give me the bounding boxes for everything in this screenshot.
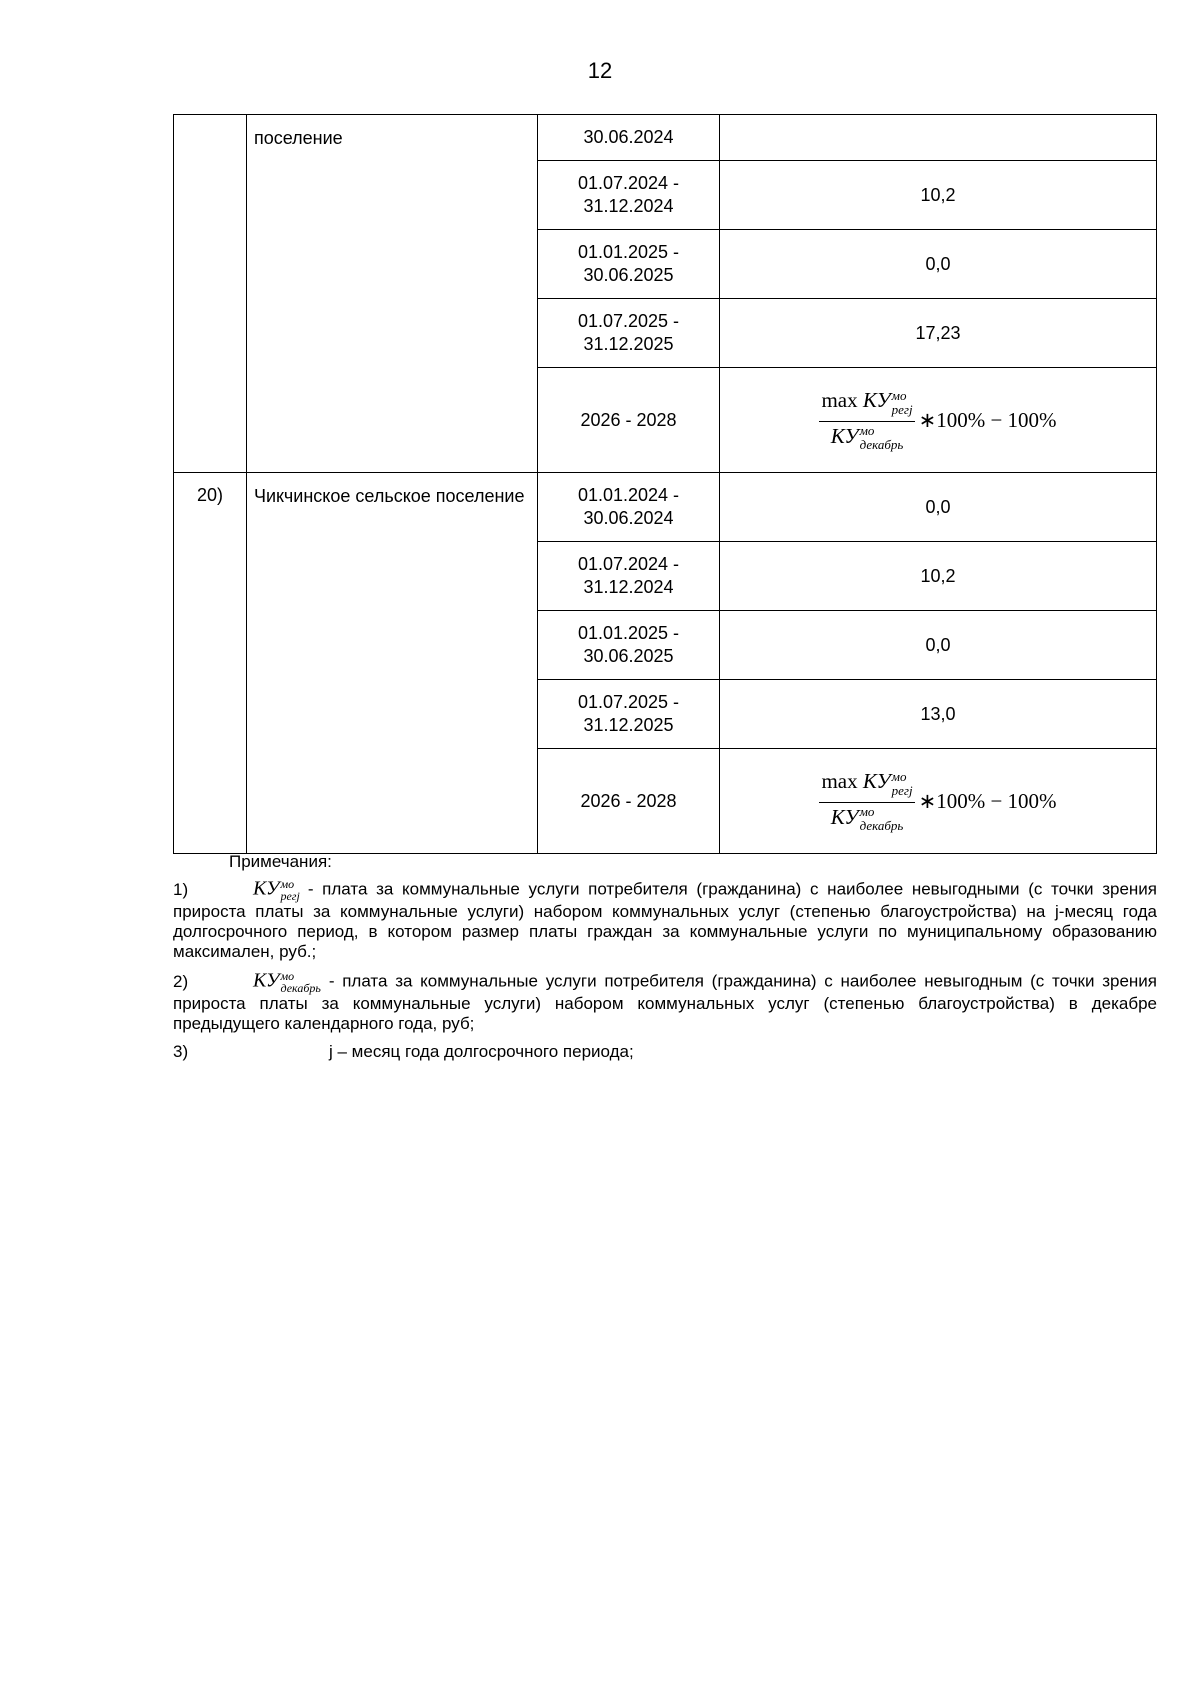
period-cell: 01.07.2024 - 31.12.2024 [538,542,720,611]
formula-fraction [819,769,914,832]
formula-sub: регj [891,401,913,417]
note-text: j – месяц года долгосрочного периода; [329,1042,634,1061]
formula-numerator [819,769,914,802]
formula-sup: мо [859,422,875,438]
growth-formula [819,769,1056,832]
formula-symbol: КУ [830,804,859,829]
note-number: 2) [173,971,189,991]
period-cell: 2026 - 2028 [538,368,720,473]
formula-sup: мо [891,387,907,403]
period-cell: 01.01.2024 - 30.06.2024 [538,473,720,542]
settlement-name: Чикчинское сельское поселение [247,473,538,854]
formula-sub: декабрь [859,817,904,833]
formula-tail: ∗100% − 100% [918,788,1057,813]
period-cell: 01.01.2025 - 30.06.2025 [538,611,720,680]
formula-sub: декабрь [859,436,904,452]
table-row [174,473,1157,542]
settlement-name: поселение [247,115,538,473]
notes-section [173,852,1157,1062]
formula-scripts [892,770,913,798]
formula-scripts [892,389,913,417]
formula-max: max [821,769,858,794]
notes-title: Примечания: [229,852,332,871]
growth-formula [819,388,1056,451]
note-item [173,878,1157,962]
row-number: 20) [174,473,247,854]
formula-tail: ∗100% − 100% [918,407,1057,432]
period-cell: 01.01.2025 - 30.06.2025 [538,230,720,299]
value-cell: 0,0 [720,473,1157,542]
table-row [174,115,1157,161]
formula-denominator [819,803,914,833]
formula-numerator [819,388,914,421]
formula-cell [720,749,1157,854]
formula-scripts [860,805,904,833]
note-item [173,970,1157,1034]
value-cell: 10,2 [720,161,1157,230]
period-cell: 2026 - 2028 [538,749,720,854]
formula-symbol: КУ [862,388,891,413]
period-cell: 01.07.2024 - 31.12.2024 [538,161,720,230]
value-cell: 17,23 [720,299,1157,368]
row-number [174,115,247,473]
note-formula-symbol: КУ мо регj [253,877,300,903]
formula-scripts [860,424,904,452]
formula-max: max [821,388,858,413]
period-cell: 01.07.2025 - 31.12.2025 [538,299,720,368]
formula-denominator [819,422,914,452]
page-number: 12 [587,58,613,83]
value-cell: 13,0 [720,680,1157,749]
tariff-table [173,114,1157,854]
period-cell: 30.06.2024 [538,115,720,161]
note-formula-symbol: КУ мо декабрь [253,969,321,995]
formula-symbol: КУ [830,423,859,448]
note-text: - плата за коммунальные услуги потребителя (гражданина) с наиболее невыгодными (с точки зрения прироста платы за коммунальные услуги) набором коммунальных услуг (степенью благоустройства) на j-месяц года долгосрочного период, в котором размер платы граждан за коммунальные услуги по муниципальному образованию максимален, руб.; [173,879,1157,961]
note-item [173,1042,1157,1062]
value-cell [720,115,1157,161]
value-cell: 10,2 [720,542,1157,611]
formula-sub: регj [891,782,913,798]
formula-cell [720,368,1157,473]
note-number: 1) [173,879,189,899]
formula-fraction [819,388,914,451]
formula-symbol: КУ [862,769,891,794]
period-cell: 01.07.2025 - 31.12.2025 [538,680,720,749]
value-cell: 0,0 [720,611,1157,680]
value-cell: 0,0 [720,230,1157,299]
note-text: - плата за коммунальные услуги потребителя (гражданина) с наиболее невыгодным (с точки зрения прироста платы за коммунальные услуги) набором коммунальных услуг (степенью благоустройства) в декабре предыдущего календарного года, руб; [173,971,1157,1033]
formula-sup: мо [891,768,907,784]
formula-sup: мо [859,803,875,819]
note-number: 3) [173,1042,189,1061]
